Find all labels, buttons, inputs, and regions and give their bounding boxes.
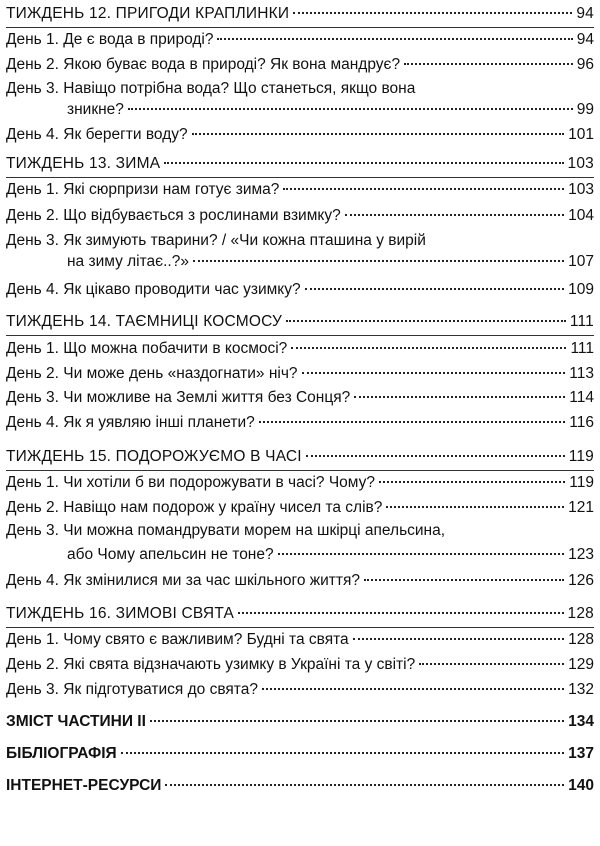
- toc-title: зникне?: [67, 101, 124, 118]
- toc-bibliography: [6, 745, 594, 763]
- toc-day-entry: [6, 31, 594, 49]
- toc-title: або Чому апельсин не тоне?: [67, 546, 274, 563]
- toc-title-line1: День 3. Навіщо потрібна вода? Що станеться, якщо вона: [6, 80, 416, 97]
- toc-title: День 4. Як я уявляю інші планети?: [6, 414, 255, 431]
- toc-day-entry: [6, 572, 594, 590]
- toc-internet-resources: [6, 777, 594, 795]
- toc-page: 113: [569, 365, 594, 382]
- dot-leader: [121, 752, 564, 754]
- divider: [6, 27, 594, 28]
- toc-title: День 2. Навіщо нам подорож у країну чисел та слів?: [6, 499, 383, 516]
- toc-day-entry: [6, 414, 594, 432]
- dot-leader: [278, 553, 565, 555]
- toc-page: 103: [568, 181, 594, 198]
- dot-leader: [353, 638, 564, 640]
- divider: [6, 335, 594, 336]
- toc-page: 116: [569, 414, 594, 431]
- toc-title: ТИЖДЕНЬ 12. ПРИГОДИ КРАПЛИНКИ: [6, 5, 290, 22]
- toc-title: День 1. Де є вода в природі?: [6, 31, 214, 48]
- toc-page: 126: [568, 572, 594, 589]
- toc-week-12: [6, 5, 594, 23]
- toc-day-entry: [6, 207, 594, 225]
- toc-title: День 1. Чи хотіли б ви подорожувати в часі? Чому?: [6, 474, 375, 491]
- toc-day-entry: [6, 474, 594, 492]
- toc-title: День 1. Чому свято є важливим? Будні та свята: [6, 631, 349, 648]
- toc-page: 111: [569, 313, 594, 330]
- dot-leader: [150, 720, 564, 722]
- dot-leader: [302, 372, 566, 374]
- dot-leader: [345, 214, 564, 216]
- toc-title: ТИЖДЕНЬ 16. ЗИМОВІ СВЯТА: [6, 605, 235, 622]
- toc-day-entry: [6, 232, 594, 271]
- toc-day-entry: [6, 80, 594, 119]
- toc-page: 109: [568, 281, 594, 298]
- dot-leader: [192, 133, 565, 135]
- dot-leader: [305, 288, 565, 290]
- toc-title: ТИЖДЕНЬ 15. ПОДОРОЖУЄМО В ЧАСІ: [6, 448, 302, 465]
- dot-leader: [217, 38, 572, 40]
- toc-day-entry: [6, 365, 594, 383]
- toc-title-line1: День 3. Як зимують тварини? / «Чи кожна пташина у вирій: [6, 232, 426, 249]
- dot-leader: [364, 579, 564, 581]
- dot-leader: [386, 506, 564, 508]
- toc-page: 94: [576, 31, 594, 48]
- toc-page: 128: [568, 631, 594, 648]
- toc-day-entry: [6, 281, 594, 299]
- dot-leader: [354, 396, 565, 398]
- dot-leader: [128, 108, 573, 110]
- toc-title-line1: День 3. Чи можна помандрувати морем на шкірці апельсина,: [6, 522, 446, 539]
- toc-title: ЗМІСТ ЧАСТИНИ II: [6, 713, 146, 730]
- toc-day-entry: [6, 656, 594, 674]
- toc-title: День 1. Які сюрпризи нам готує зима?: [6, 181, 280, 198]
- toc-page: 94: [576, 5, 594, 22]
- toc-page: 140: [568, 777, 594, 794]
- toc-page: 107: [568, 253, 594, 270]
- toc-page: 128: [567, 605, 594, 622]
- toc-page: 103: [567, 155, 594, 172]
- dot-leader: [293, 12, 572, 14]
- toc-title: День 2. Якою буває вода в природі? Як вона мандрує?: [6, 56, 401, 73]
- toc-page: 99: [576, 101, 594, 118]
- dot-leader: [164, 162, 563, 164]
- toc-title: ТИЖДЕНЬ 14. ТАЄМНИЦІ КОСМОСУ: [6, 313, 283, 330]
- toc-title: День 2. Що відбувається з рослинами взимку?: [6, 207, 341, 224]
- divider: [6, 627, 594, 628]
- toc-page: 119: [568, 448, 594, 465]
- toc-title: БІБЛІОГРАФІЯ: [6, 745, 117, 762]
- toc-day-entry: [6, 631, 594, 649]
- toc-page: 101: [568, 126, 594, 143]
- toc-title: ТИЖДЕНЬ 13. ЗИМА: [6, 155, 161, 172]
- toc-title: День 4. Як змінилися ми за час шкільного життя?: [6, 572, 360, 589]
- dot-leader: [291, 347, 566, 349]
- toc-week-13: [6, 155, 594, 173]
- toc-week-15: [6, 448, 594, 466]
- toc-page: 114: [569, 389, 594, 406]
- dot-leader: [283, 188, 564, 190]
- dot-leader: [419, 663, 564, 665]
- toc-title: День 4. Як цікаво проводити час узимку?: [6, 281, 301, 298]
- toc-day-entry: [6, 499, 594, 517]
- toc-day-entry: [6, 389, 594, 407]
- toc-day-entry: [6, 56, 594, 74]
- dot-leader: [165, 784, 564, 786]
- toc-week-14: [6, 313, 594, 331]
- divider: [6, 177, 594, 178]
- dot-leader: [306, 455, 565, 457]
- toc-page: 123: [568, 546, 594, 563]
- toc-title: День 1. Що можна побачити в космосі?: [6, 340, 288, 357]
- toc-page: 104: [568, 207, 594, 224]
- toc-page: 134: [568, 713, 594, 730]
- toc-day-entry: [6, 181, 594, 199]
- divider: [6, 470, 594, 471]
- toc-title: День 2. Чи може день «наздогнати» ніч?: [6, 365, 298, 382]
- toc-week-16: [6, 605, 594, 623]
- toc-title: День 2. Які свята відзначають узимку в Україні та у світі?: [6, 656, 416, 673]
- dot-leader: [286, 320, 566, 322]
- toc-title: День 3. Чи можливе на Землі життя без Сонця?: [6, 389, 351, 406]
- dot-leader: [262, 688, 564, 690]
- toc-page: 121: [568, 499, 594, 516]
- toc-page: 132: [568, 681, 594, 698]
- toc-page: 119: [569, 474, 594, 491]
- toc-day-entry: [6, 126, 594, 144]
- toc-contents-part-2: [6, 713, 594, 731]
- toc-title: ІНТЕРНЕТ-РЕСУРСИ: [6, 777, 162, 794]
- dot-leader: [379, 481, 565, 483]
- toc-page: 129: [568, 656, 594, 673]
- toc-day-entry: [6, 522, 594, 564]
- toc-day-entry: [6, 681, 594, 699]
- dot-leader: [238, 612, 564, 614]
- toc-title: День 4. Як берегти воду?: [6, 126, 188, 143]
- toc-page: 111: [570, 340, 594, 357]
- toc-page: 96: [576, 56, 594, 73]
- toc-page: 137: [568, 745, 594, 762]
- dot-leader: [259, 421, 566, 423]
- dot-leader: [404, 63, 573, 65]
- toc-title: День 3. Як підготуватися до свята?: [6, 681, 258, 698]
- toc-title: на зиму літає..?»: [67, 253, 189, 270]
- dot-leader: [193, 260, 564, 262]
- toc-day-entry: [6, 340, 594, 358]
